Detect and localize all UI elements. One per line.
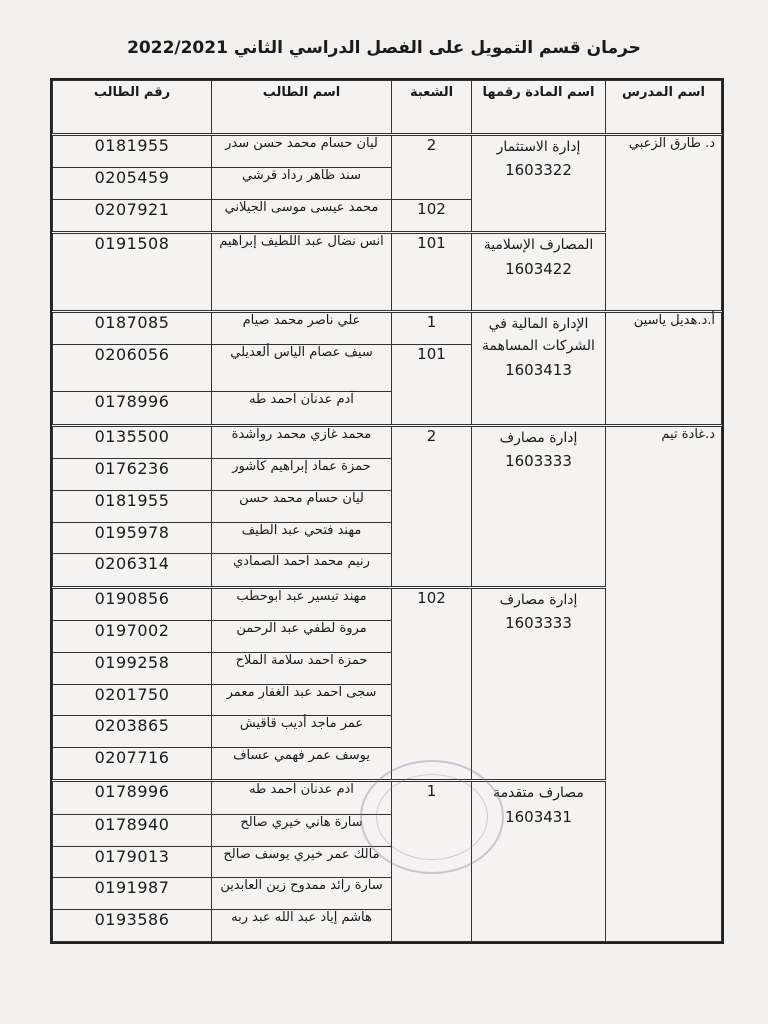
section-number: 2: [392, 425, 472, 587]
section-number: 102: [392, 587, 472, 781]
student-id: 0207921: [53, 200, 212, 233]
teacher-name: د.غادة تيم: [606, 425, 722, 941]
course-name: إدارة الاستثمار: [496, 139, 581, 155]
section-number: 1: [392, 311, 472, 344]
section-number: 102: [392, 200, 472, 233]
student-id: 0199258: [53, 652, 212, 684]
student-id: 0178940: [53, 814, 212, 846]
course-name: الإدارة المالية في الشركات المساهمة: [482, 315, 595, 355]
student-id: 0203865: [53, 716, 212, 748]
teacher-name: د. طارق الزعبي: [606, 135, 722, 312]
student-name: مروة لطفي عبد الرحمن: [212, 621, 392, 653]
student-name: حمزة عماد إبراهيم كآشور: [212, 459, 392, 491]
table-row: [53, 135, 722, 168]
course-name: مصارف متقدمة: [493, 785, 584, 802]
student-id: 0176236: [53, 459, 212, 491]
course-number: 1603413: [505, 360, 572, 379]
header-row: [53, 81, 722, 135]
student-name: مالك عمر خيري يوسف صالح: [212, 846, 392, 878]
student-name: يوسف عمر فهمي عساف: [212, 748, 392, 781]
header-course: اسم المادة رقمها: [472, 81, 606, 135]
student-id: 0179013: [53, 846, 212, 878]
header-student-id: رقم الطالب: [53, 81, 212, 135]
student-name: مهند فتحي عبد الطيف: [212, 522, 392, 554]
student-name: ادم عدنان احمد طه: [212, 781, 392, 814]
section-number: 2: [392, 135, 472, 200]
student-id: 0205459: [53, 168, 212, 200]
student-name: هاشم إياد عبد الله عبد ربه: [212, 910, 392, 942]
page-title: حرمان قسم التمويل على الفصل الدراسي الثاني 2022/2021: [127, 38, 641, 58]
student-id: 0181955: [53, 135, 212, 168]
student-name: آدم عدنان احمد طه: [212, 392, 392, 425]
section-number: 1: [392, 781, 472, 942]
student-name: محمد غازي محمد رواشدة: [212, 425, 392, 458]
student-name: محمد عيسى موسى الجيلاني: [212, 200, 392, 233]
student-name: ليان حسام محمد حسن سدر: [212, 135, 392, 168]
student-id: 0178996: [53, 392, 212, 425]
roster-sheet: [50, 78, 724, 944]
student-id: 0181955: [53, 490, 212, 522]
course-number: 1603422: [505, 259, 572, 278]
student-id: 0191508: [53, 233, 212, 311]
section-number: 101: [392, 233, 472, 311]
course-cell: [472, 135, 606, 233]
student-name: سارة هاني خيري صالح: [212, 814, 392, 846]
student-name: سارة رائد ممدوح زين العابدين: [212, 878, 392, 910]
student-name: حمزة احمد سلامة الملاح: [212, 652, 392, 684]
teacher-name: أ.د.هديل ياسين: [606, 311, 722, 425]
student-name: سند ظاهر رداد قرشي: [212, 168, 392, 200]
student-name: سيف عصام الياس ألعديلي: [212, 345, 392, 392]
course-number: 1603333: [505, 614, 572, 633]
student-id: 0207716: [53, 748, 212, 781]
header-section: الشعبة: [392, 81, 472, 135]
course-name: إدارة مصارف: [499, 591, 578, 608]
course-name: المصارف الإسلامية: [483, 237, 594, 254]
student-id: 0191987: [53, 878, 212, 910]
roster-table: [52, 80, 722, 942]
student-id: 0201750: [53, 684, 212, 716]
header-teacher: اسم المدرس: [606, 81, 722, 135]
student-id: 0197002: [53, 621, 212, 653]
student-id: 0193586: [53, 910, 212, 942]
student-id: 0178996: [53, 781, 212, 814]
student-id: 0135500: [53, 425, 212, 458]
course-cell: [472, 233, 606, 311]
student-id: 0187085: [53, 311, 212, 344]
section-number: 101: [392, 345, 472, 426]
student-id: 0190856: [53, 587, 212, 620]
table-row: [53, 311, 722, 344]
student-name: انس نضال عبد اللطيف إبراهيم: [212, 233, 392, 311]
student-id: 0195978: [53, 522, 212, 554]
course-number: 1603333: [505, 452, 572, 471]
student-name: ليان حسام محمد حسن: [212, 490, 392, 522]
course-cell: [472, 781, 606, 942]
student-name: مهند تيسير عبد ابوحطب: [212, 587, 392, 620]
student-name: رنيم محمد احمد الصمادي: [212, 554, 392, 587]
student-id: 0206056: [53, 345, 212, 392]
header-student-name: اسم الطالب: [212, 81, 392, 135]
table-row: [53, 425, 722, 458]
student-id: 0206314: [53, 554, 212, 587]
course-cell: [472, 311, 606, 425]
course-cell: [472, 587, 606, 781]
course-cell: [472, 425, 606, 587]
course-number: 1603322: [505, 161, 572, 180]
student-name: علي ناصر محمد صيام: [212, 311, 392, 344]
student-name: سجى احمد عبد الغفار معمر: [212, 684, 392, 716]
student-name: عمر ماجد أديب قاقيش: [212, 716, 392, 748]
course-name: إدارة مصارف: [499, 429, 578, 446]
roster-body: [53, 135, 722, 942]
course-number: 1603431: [505, 807, 572, 826]
